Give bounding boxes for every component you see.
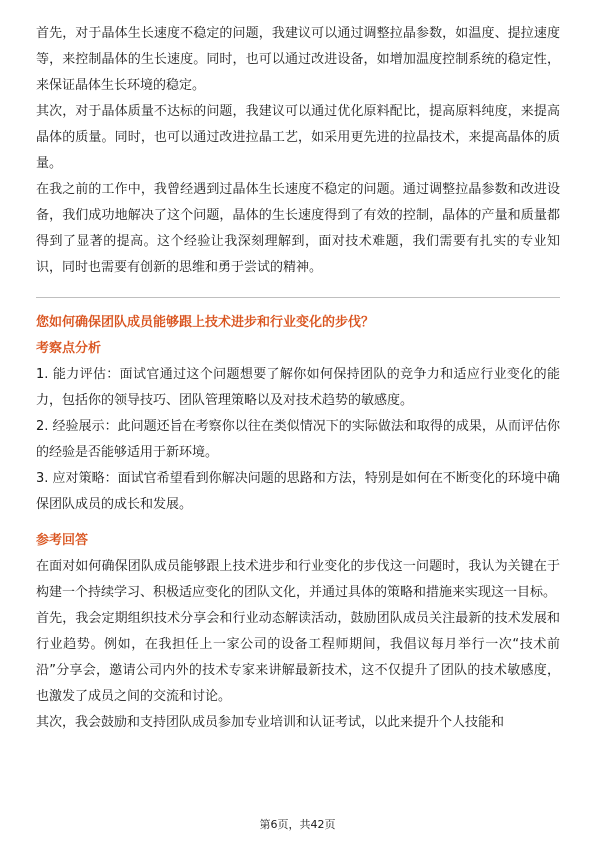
analysis-heading: 考察点分析 — [36, 341, 102, 356]
analysis-item: 2. 经验展示：此问题还旨在考察你以往在类似情况下的实际做法和取得的成果，从而评估你的经验是否能够适用于新环境。 — [36, 419, 560, 460]
page-footer: 第6页，共42页 — [259, 818, 336, 831]
paragraph: 其次，对于晶体质量不达标的问题，我建议可以通过优化原料配比，提高原料纯度，来提高晶体的质量。同时，也可以通过改进拉晶工艺，如采用更先进的拉晶技术，来提高晶体的质量。 — [36, 104, 560, 171]
question-heading: 您如何确保团队成员能够跟上技术进步和行业变化的步伐？ — [36, 315, 375, 330]
paragraph: 在我之前的工作中，我曾经遇到过晶体生长速度不稳定的问题。通过调整拉晶参数和改进设备，我们成功地解决了这个问题，晶体的生长速度得到了有效的控制，晶体的产量和质量都得到了显著的提高。这个经验让我深刻理解到，面对技术难题，我们需要有扎实的专业知识，同时也需要有创新的思维和勇于尝试的精神。 — [36, 182, 560, 275]
analysis-item: 3. 应对策略：面试官希望看到你解决问题的思路和方法，特别是如何在不断变化的环境中确保团队成员的成长和发展。 — [36, 471, 560, 512]
reference-paragraph: 在面对如何确保团队成员能够跟上技术进步和行业变化的步伐这一问题时，我认为关键在于构建一个持续学习、积极适应变化的团队文化，并通过具体的策略和措施来实现这一目标。 — [36, 559, 560, 600]
reference-paragraph: 其次，我会鼓励和支持团队成员参加专业培训和认证考试，以此来提升个人技能和 — [36, 715, 505, 730]
reference-paragraph: 首先，我会定期组织技术分享会和行业动态解读活动，鼓励团队成员关注最新的技术发展和行业趋势。例如，在我担任上一家公司的设备工程师期间，我倡议每月举行一次“技术前沿”分享会，邀请公司内外的技术专家来讲解最新技术，这不仅提升了团队的技术敏感度，也激发了成员之间的交流和讨论。 — [36, 611, 560, 704]
paragraph: 首先，对于晶体生长速度不稳定的问题，我建议可以通过调整拉晶参数，如温度、提拉速度等，来控制晶体的生长速度。同时，也可以通过改进设备，如增加温度控制系统的稳定性，来保证晶体生长环境的稳定。 — [36, 26, 560, 93]
page-content — [36, 21, 560, 736]
section-divider — [36, 297, 560, 298]
reference-heading: 参考回答 — [36, 533, 89, 548]
analysis-item: 1. 能力评估：面试官通过这个问题想要了解你如何保持团队的竞争力和适应行业变化的能力，包括你的领导技巧、团队管理策略以及对技术趋势的敏感度。 — [36, 367, 560, 408]
